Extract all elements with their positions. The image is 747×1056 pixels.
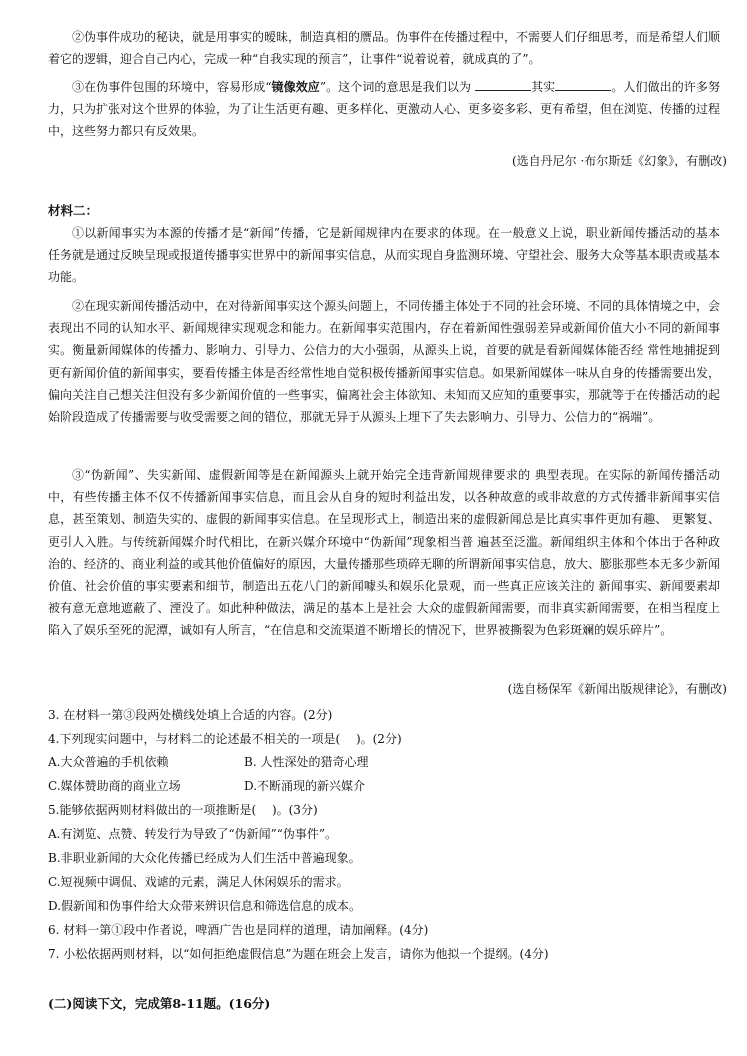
material2-paragraph-2: ②在现实新闻传播活动中，在对待新闻事实这个源头问题上，不同传播主体处于不同的社会环境、不同的具体情境之中，会表现出不同的认知水平、新闻规律实现观念和能力。在新闻事实范围内，存在着新闻性强弱差异或新闻价值大小不同的新闻事实。衡量新闻媒体的传播力、影响力、引导力、公信力的大小强弱，从源头上说，首要的就是看新闻媒体能否经 常性地捕捉到更有新闻价值的新闻事实，要看传播主体是否经常性地自觉积极传播新闻事实信息。如果新闻媒体一味从自身的传播需要出发，偏向关注自己想关注但没有多少新闻价值的一些事实，偏离社会主体欲知、未知而又应知的重要事实，那就等于在传播活动的起始阶段造成了传播需要与收受需要之间的错位，那就无异于从源头上埋下了失去影响力、引导力、公信力的“祸端”。: [48, 299, 721, 425]
question-5: 5.能够依据两则材料做出的一项推断是( )。(3分): [48, 803, 318, 817]
q5-option-a[interactable]: A.有浏览、点赞、转发行为导致了“伪新闻”“伪事件”。: [48, 827, 338, 841]
mirror-effect-term: 镜像效应: [271, 80, 320, 94]
question-4: 4.下列现实问题中，与材料二的论述最不相关的一项是( )。(2分): [48, 732, 402, 746]
material1-source: (选自丹尼尔 ·布尔斯廷《幻象》，有删改): [512, 154, 727, 168]
material2-source: (选自杨保军《新闻出版规律论》，有删改): [507, 682, 727, 696]
q5-option-d[interactable]: D.假新闻和伪事件给大众带来辨识信息和筛选信息的成本。: [48, 899, 362, 913]
question-7: 7. 小松依据两则材料，以“如何拒绝虚假信息”为题在班会上发言，请你为他拟一个提纲。(4分): [48, 947, 549, 961]
material1-p3-text-b: ”。这个词的意思是我们以为: [319, 80, 475, 94]
material2-paragraph-3: ③“伪新闻”、失实新闻、虚假新闻等是在新闻源头上就开始完全违背新闻规律要求的 典型表现。在实际的新闻传播活动中，有些传播主体不仅不传播新闻事实信息，而且会从自身的短时利益出发，以各种故意的或非故意的方式传播非新闻事实信息，甚至策划、制造失实的、虚假的新闻事实信息。在呈现形式上，制造出来的虚假新闻总是比真实事件更加有趣、 更繁复、更引人入胜。与传统新闻媒介时代相比，在新兴媒介环境中“伪新闻”现象相当普 遍甚至泛滥。新闻组织主体和个体出于各种政治的、经济的、商业利益的或其他价值偏好的原因，大量传播那些琐碎无聊的所谓新闻事实信息，放大、膨胀那些本无多少新闻价值、社会价值的事实要素和细节，制造出五花八门的新闻噱头和娱乐化景观，而一些真正应该关注的 新闻事实、新闻要素却被有意无意地遮蔽了、湮没了。如此种种做法，满足的基本上是社会 大众的虚假新闻需要，而非真实新闻需要，在相当程度上陷入了娱乐至死的泥潭，诚如有人所言，“在信息和交流渠道不断增长的情况下，世界被撕裂为色彩斑斓的娱乐碎片”。: [48, 468, 721, 638]
fill-blank-1[interactable]: [475, 78, 531, 91]
question-3: 3. 在材料一第③段两处横线处填上合适的内容。(2分): [48, 708, 333, 722]
q5-option-c[interactable]: C.短视频中调侃、戏谑的元素，满足人休闲娱乐的需求。: [48, 875, 349, 889]
fill-blank-2[interactable]: [555, 78, 611, 91]
material1-p3-text-a: ③在伪事件包围的环境中，容易形成“: [72, 80, 272, 94]
material1-paragraph-3: [48, 76, 720, 143]
question-6: 6. 材料一第①段中作者说，啤酒广告也是同样的道理，请加阐释。(4分): [48, 923, 429, 937]
q4-option-a[interactable]: A.大众普遍的手机依赖: [48, 755, 169, 769]
material2-paragraph-1: ①以新闻事实为本源的传播才是“新闻”传播，它是新闻规律内在要求的体现。在一般意义上说，职业新闻传播活动的基本任务就是通过反映呈现或报道传播事实世界中的新闻事实信息，从而实现自身监测环境、守望社会、服务大众等基本职责或基本功能。: [48, 226, 721, 285]
q4-option-b[interactable]: B. 人性深处的猎奇心理: [244, 755, 369, 769]
material2-heading: 材料二：: [48, 203, 99, 218]
material1-paragraph-2: ②伪事件成功的秘诀，就是用事实的暧昧，制造真相的赝品。伪事件在传播过程中，不需要人们仔细思考，而是希望人们顺着它的逻辑，迎合自己内心，完成一种“自我实现的预言”，让事件“说着说着，就成真的了”。: [48, 30, 721, 67]
q4-option-d[interactable]: D.不断涌现的新兴媒介: [244, 779, 366, 793]
material1-p3-text-d: 。人们做出的许多努力，只为扩张对这个世界的体验，为了让生活更有趣、更多样化、更激动人心、更多姿多彩、更有希望，但在浏览、传播的过程中，这些努力都只有反效果。: [48, 80, 721, 139]
q4-option-c[interactable]: C.媒体赞助商的商业立场: [48, 779, 181, 793]
q5-option-b[interactable]: B.非职业新闻的大众化传播已经成为人们生活中普遍现象。: [48, 851, 361, 865]
material1-p3-text-c: 其实: [530, 80, 556, 94]
section-2-heading: (二)阅读下文，完成第8-11题。(16分): [48, 996, 271, 1011]
